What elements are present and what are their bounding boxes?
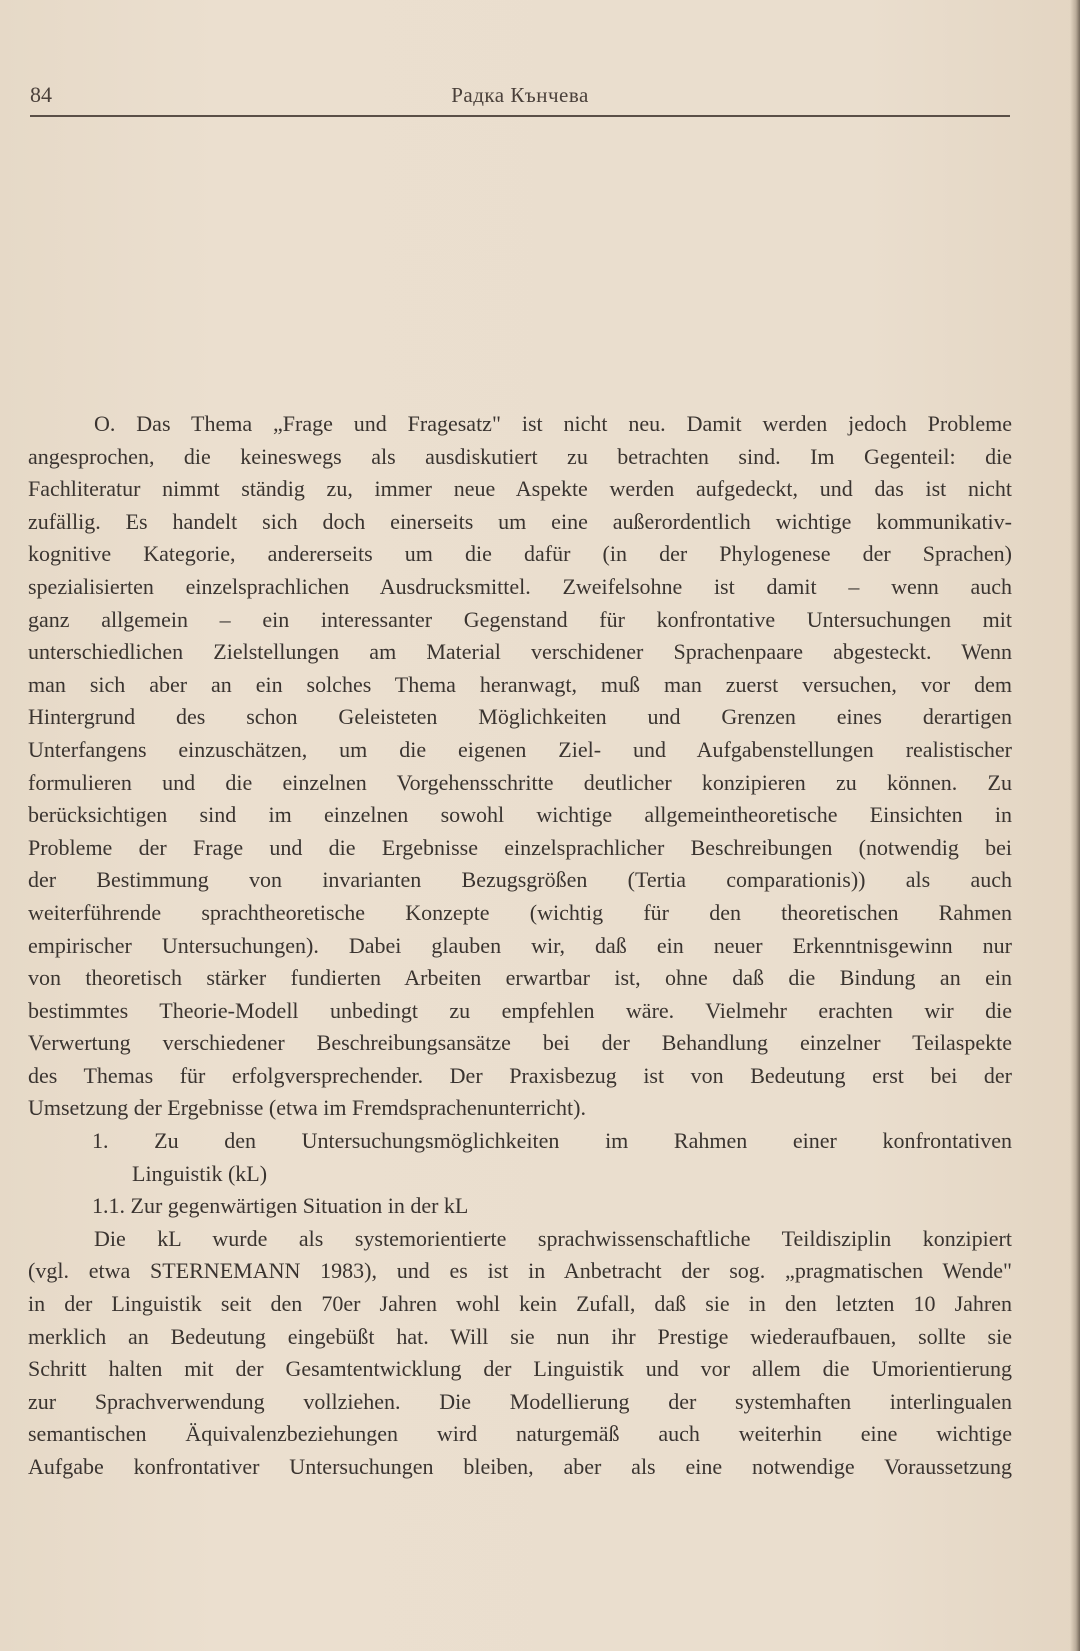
text-line: Unterfangens einzuschätzen, um die eigenen Ziel- und Aufgabenstellungen realistischer [28,736,1012,762]
text-line: der Bestimmung von invarianten Bezugsgrößen (Tertia comparationis)) als auch [28,867,1012,893]
text-line: unterschiedlichen Zielstellungen am Material verschidener Sprachenpaare abgesteckt. Wenn [28,639,1012,665]
section-heading-1: 1. Zu den Untersuchungsmöglichkeiten im Rahmen einer konfrontativen [92,1128,1012,1154]
text-line: in der Linguistik seit den 70er Jahren wohl kein Zufall, daß sie in den letzten 10 Jahren [28,1291,1012,1317]
text-line: zufällig. Es handelt sich doch einerseits um eine außerordentlich wichtige kommunikativ- [28,508,1012,534]
page-header [30,78,1010,118]
text-line: Die kL wurde als systemorientierte sprachwissenschaftliche Teildisziplin konzipiert [94,1225,1012,1251]
text-line: Aufgabe konfrontativer Untersuchungen bleiben, aber als eine notwendige Voraussetzung [28,1454,1012,1479]
page-edge-shadow [1070,0,1080,1651]
text-line: zur Sprachverwendung vollziehen. Die Modellierung der systemhaften interlingualen [28,1388,1012,1414]
text-line: kognitive Kategorie, andererseits um die dafür (in der Phylogenese der Sprachen) [28,541,1012,567]
text-line: formulieren und die einzelnen Vorgehensschritte deutlicher konzipieren zu können. Zu [28,769,1012,795]
text-line: Verwertung verschiedener Beschreibungsansätze bei der Behandlung einzelner Teilaspekte [28,1030,1012,1056]
text-line: weiterführende sprachtheoretische Konzepte (wichtig für den theoretischen Rahmen [28,899,1012,925]
text-line: berücksichtigen sind im einzelnen sowohl wichtige allgemeintheoretische Einsichten in [28,802,1012,828]
text-line: angesprochen, die keineswegs als ausdiskutiert zu betrachten sind. Im Gegenteil: die [28,443,1012,469]
text-line: Schritt halten mit der Gesamtentwicklung der Linguistik und vor allem die Umorientierung [28,1356,1012,1382]
section-heading-1-1: 1.1. Zur gegenwärtigen Situation in der kL [92,1193,469,1219]
text-line: semantischen Äquivalenzbeziehungen wird naturgemäß auch weiterhin eine wichtige [28,1421,1012,1447]
text-line: empirischer Untersuchungen). Dabei glauben wir, daß ein neuer Erkenntnisgewinn nur [28,932,1012,958]
body-text [28,408,1012,1484]
text-line: spezialisierten einzelsprachlichen Ausdrucksmittel. Zweifelsohne ist damit – wenn auch [28,573,1012,599]
text-line: man sich aber an ein solches Thema heranwagt, muß man zuerst versuchen, vor dem [28,671,1012,697]
text-line: Probleme der Frage und die Ergebnisse einzelsprachlicher Beschreibungen (notwendig bei [28,834,1012,860]
text-line: des Themas für erfolgversprechender. Der Praxisbezug ist von Bedeutung erst bei der [28,1062,1012,1088]
text-line: Umsetzung der Ergebnisse (etwa im Fremdsprachenunterricht). [28,1095,586,1121]
text-line: merklich an Bedeutung eingebüßt hat. Will sie nun ihr Prestige wiederaufbauen, sollte sie [28,1323,1012,1349]
page-number: 84 [30,82,52,107]
section-heading-1-cont: Linguistik (kL) [132,1160,268,1186]
text-line: Fachliteratur nimmt ständig zu, immer neue Aspekte werden aufgedeckt, und das ist nicht [28,476,1012,502]
text-line: O. Das Thema „Frage und Fragesatz" ist nicht neu. Damit werden jedoch Probleme [94,411,1012,436]
text-line: Hintergrund des schon Geleisteten Möglichkeiten und Grenzen eines derartigen [28,704,1012,730]
text-line: bestimmtes Theorie-Modell unbedingt zu empfehlen wäre. Vielmehr erachten wir die [28,997,1012,1023]
text-line: ganz allgemein – ein interessanter Gegenstand für konfrontative Untersuchungen mit [28,606,1012,632]
text-line: (vgl. etwa STERNEMANN 1983), und es ist in Anbetracht der sog. „pragmatischen Wende" [28,1258,1012,1284]
header-rule [30,115,1010,117]
text-line: von theoretisch stärker fundierten Arbeiten erwartbar ist, ohne daß die Bindung an ein [28,965,1012,991]
running-head-author: Радка Кънчева [451,83,589,107]
